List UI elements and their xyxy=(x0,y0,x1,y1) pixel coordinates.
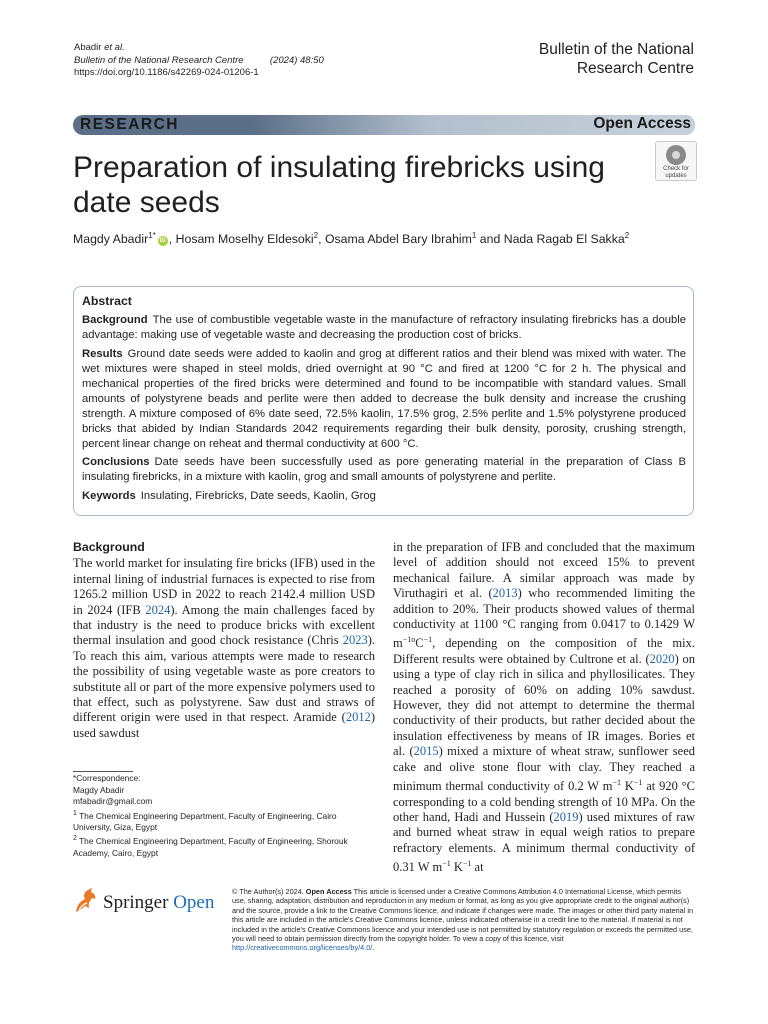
abstract-keywords xyxy=(82,489,686,504)
correspondence-email[interactable]: mfabadir@gmail.com xyxy=(73,796,153,806)
keywords-heading: Keywords xyxy=(82,489,136,502)
badge-line2: updates xyxy=(665,172,687,179)
title-line1: Preparation of insulating firebricks using xyxy=(73,151,605,184)
body-text: C xyxy=(415,636,424,651)
body-paragraph-1 xyxy=(73,556,375,741)
body-text: at xyxy=(471,860,484,875)
orcid-icon[interactable]: iD xyxy=(159,238,166,245)
correspondence-label: *Correspondence: xyxy=(73,773,141,783)
license-end: . xyxy=(372,943,375,953)
author-3[interactable]: , Osama Abdel Bary Ibrahim xyxy=(318,232,472,247)
citation-link[interactable]: 2024 xyxy=(145,602,171,617)
body-text: ). Among the main challenges faced by that industry is the need to produce bricks with excellent thermal insulation and good chock resistance (Chris xyxy=(73,602,375,648)
citation-link[interactable]: 2015 xyxy=(413,744,439,759)
affiliation-1-number: 1 xyxy=(73,809,77,817)
citation-link[interactable]: 2019 xyxy=(553,809,579,824)
abstract-background xyxy=(82,313,686,343)
check-updates-icon xyxy=(666,145,686,165)
affiliation-2 xyxy=(73,833,375,859)
springer-word: Springer xyxy=(103,892,169,913)
body-text: The world market for insulating fire bricks (IFB) used in the internal lining of industrial furnaces is expected to rise from 1265.2 million USD in 2022 to reach 2142.4 million USD in 2024 (IFB xyxy=(73,556,376,617)
abstract-box xyxy=(73,286,694,516)
body-text: K xyxy=(450,860,463,875)
article-type-banner xyxy=(73,115,695,135)
citation-link[interactable]: 2012 xyxy=(345,710,371,725)
abstract-results-heading: Results xyxy=(82,347,123,360)
unit-exponent: −1 xyxy=(462,859,472,869)
body-text: in the preparation of IFB and concluded that the maximum level of addition should not exceed 15% to prevent mechanical failure. A similar approach was made by Viruthagiri et al. ( xyxy=(393,540,695,601)
body-text: K xyxy=(620,779,634,794)
abstract-conclusions-heading: Conclusions xyxy=(82,456,150,468)
unit-exponent: −1o xyxy=(402,635,416,645)
header-volume: (2024) 48:50 xyxy=(269,54,324,66)
body-column-left xyxy=(73,540,375,741)
body-text: ) on using a type of clay rich in silica and phyllosilicates. They reached a porosity of 60% on adding 10% sawdust. However, they did not attempt to determine the thermal conductivity of their products, but rather decided about the insulation effectiveness by means of IR images. Bories et al. ( xyxy=(393,651,695,759)
license-open-access: Open Access xyxy=(305,887,352,896)
abstract-background-text: The use of combustible vegetable waste in the manufacture of refractory insulating firebricks has a double advantage: making use of vegetable waste and decreasing the production cost of bricks. xyxy=(82,314,686,341)
header-author: Abadir xyxy=(74,42,102,53)
correspondence-name: Magdy Abadir xyxy=(73,784,125,795)
affiliation-1 xyxy=(73,808,375,834)
abstract-results-text: Ground date seeds were added to kaolin and grog at different ratios and their blend was mixed with water. The wet mixtures were shaped in steel molds, dried overnight at 90 °C and fired at 1200 °C for 2 h. The physical and mechanical properties of the fired bricks were determined and found to be incompatible with standard values. Small amounts of polystyrene beads and perlite were then added to decrease the bulk density and increase the crushing strength. A mixture composed of 6% date seed, 72.5% kaolin, 17.5% grog, 2.5% perlite and 1.5% polystyrene produced bricks that abided by Indian Standards 2042 requirements regarding their bulk density, porosity, crushing strength, percent linear change on reheat and thermal conductivity at 600 °C. xyxy=(82,347,686,450)
copyright-text: © The Author(s) 2024. xyxy=(232,887,304,896)
author-2-affil: 2 xyxy=(313,231,319,240)
open-word: Open xyxy=(173,892,215,913)
license-text: This article is licensed under a Creative Commons Attribution 4.0 International License, which permits use, sharing, adaptation, distribution and reproduction in any medium or format, as long as you give appropriate credit to the original author(s) and the source, provide a link to the Creative Commons licence, and indicate if changes were made. The images or other third party material in this article are included in the article's Creative Commons licence, unless indicated otherwise in a credit line to the material. If material is not included in the article's Creative Commons licence and your intended use is not permitted by statutory regulation or exceeds the permitted use, you will need to obtain permission directly from the copyright holder. To view a copy of this licence, visit xyxy=(232,887,694,944)
keywords-text: Insulating, Firebricks, Date seeds, Kaolin, Grog xyxy=(140,489,376,502)
unit-exponent: −1 xyxy=(612,778,621,788)
unit-exponent: −1 xyxy=(423,635,433,645)
journal-name-line2: Research Centre xyxy=(576,60,694,77)
springer-horse-icon xyxy=(73,886,99,916)
body-text: at 920 °C corresponding to a cold bending strength of 10 MPa. On the other hand, Hadi and Hussein ( xyxy=(393,779,695,824)
check-for-updates-badge[interactable] xyxy=(655,141,697,181)
running-header xyxy=(74,42,324,80)
body-text: ) used mixtures of raw and burned wheat straw in equal weigh ratios to prepare refractory elements. A minimum thermal conductivity of 0.31 W m xyxy=(393,809,695,875)
footnote-divider xyxy=(73,771,133,772)
header-et-al: et al. xyxy=(104,42,125,53)
body-text: , depending on the composition of the mix. Different results were obtained by Cultrone et al. ( xyxy=(393,636,695,666)
body-text: ). To reach this aim, various attempts were made to research the possibility of using vegetable waste as pore creators to substitute all or part of the more expensive polymers used to that effect, such as polystyrene. Saw dust and straws of different origin were used in that respect. Aramide ( xyxy=(73,633,376,725)
abstract-heading: Abstract xyxy=(82,294,132,308)
body-text: ) used sawdust xyxy=(73,710,375,740)
badge-line1: Check for xyxy=(663,166,689,172)
header-doi[interactable]: https://doi.org/10.1186/s42269-024-01206-1 xyxy=(74,67,259,78)
citation-link[interactable]: 2013 xyxy=(492,586,518,601)
title-line2: date seeds xyxy=(73,186,220,219)
author-4[interactable]: and Nada Ragab El Sakka xyxy=(476,232,625,247)
affiliation-1-text: The Chemical Engineering Department, Faculty of Engineering, Cairo University, Giza, Egypt xyxy=(73,810,337,832)
affiliation-2-number: 2 xyxy=(73,835,77,843)
license-statement xyxy=(232,887,695,953)
open-access-label: Open Access xyxy=(593,115,691,132)
citation-link[interactable]: 2023 xyxy=(342,633,368,648)
affiliation-2-text: The Chemical Engineering Department, Faculty of Engineering, Shorouk Academy, Cairo, Egypt xyxy=(73,836,348,858)
research-label: RESEARCH xyxy=(80,116,179,133)
citation-link[interactable]: 2020 xyxy=(649,651,675,666)
license-link[interactable]: http://creativecommons.org/licenses/by/4.0/ xyxy=(232,943,373,953)
article-title xyxy=(73,150,633,220)
body-text: ) mixed a mixture of wheat straw, sunflower seed cake and olive stone flour with clay. They reached a minimum thermal conductivity of 0.2 W m xyxy=(393,744,696,794)
author-4-affil: 2 xyxy=(624,231,630,240)
section-heading-background: Background xyxy=(73,540,145,554)
author-1[interactable]: Magdy Abadir xyxy=(73,232,149,247)
author-2[interactable]: , Hosam Moselhy Eldesoki xyxy=(168,232,314,247)
journal-name-line1: Bulletin of the National xyxy=(538,41,694,58)
abstract-conclusions-text: Date seeds have been successfully used as pore generating material in the preparation of Class B insulating firebricks, in a mixture with kaolin, grog and small amounts of polystyrene and perlite. xyxy=(82,456,686,483)
springer-open-wordmark xyxy=(103,892,214,914)
abstract-results xyxy=(82,347,686,452)
header-journal: Bulletin of the National Research Centre xyxy=(74,54,244,66)
author-list xyxy=(73,231,629,246)
unit-exponent: −1 xyxy=(442,859,451,869)
unit-exponent: −1 xyxy=(633,778,643,788)
author-3-affil: 1 xyxy=(471,231,477,240)
correspondence-note xyxy=(73,771,375,859)
author-1-affil: 1* xyxy=(148,231,156,240)
abstract-conclusions xyxy=(82,455,686,485)
abstract-background-heading: Background xyxy=(82,314,148,326)
body-column-right xyxy=(393,540,695,876)
journal-name xyxy=(539,40,694,78)
body-text: ) who recommended limiting the addition to 20%. Their products showed values of thermal conductivity at 1100 °C ranging from 0.0417 to 0.1429 W m xyxy=(393,586,695,651)
